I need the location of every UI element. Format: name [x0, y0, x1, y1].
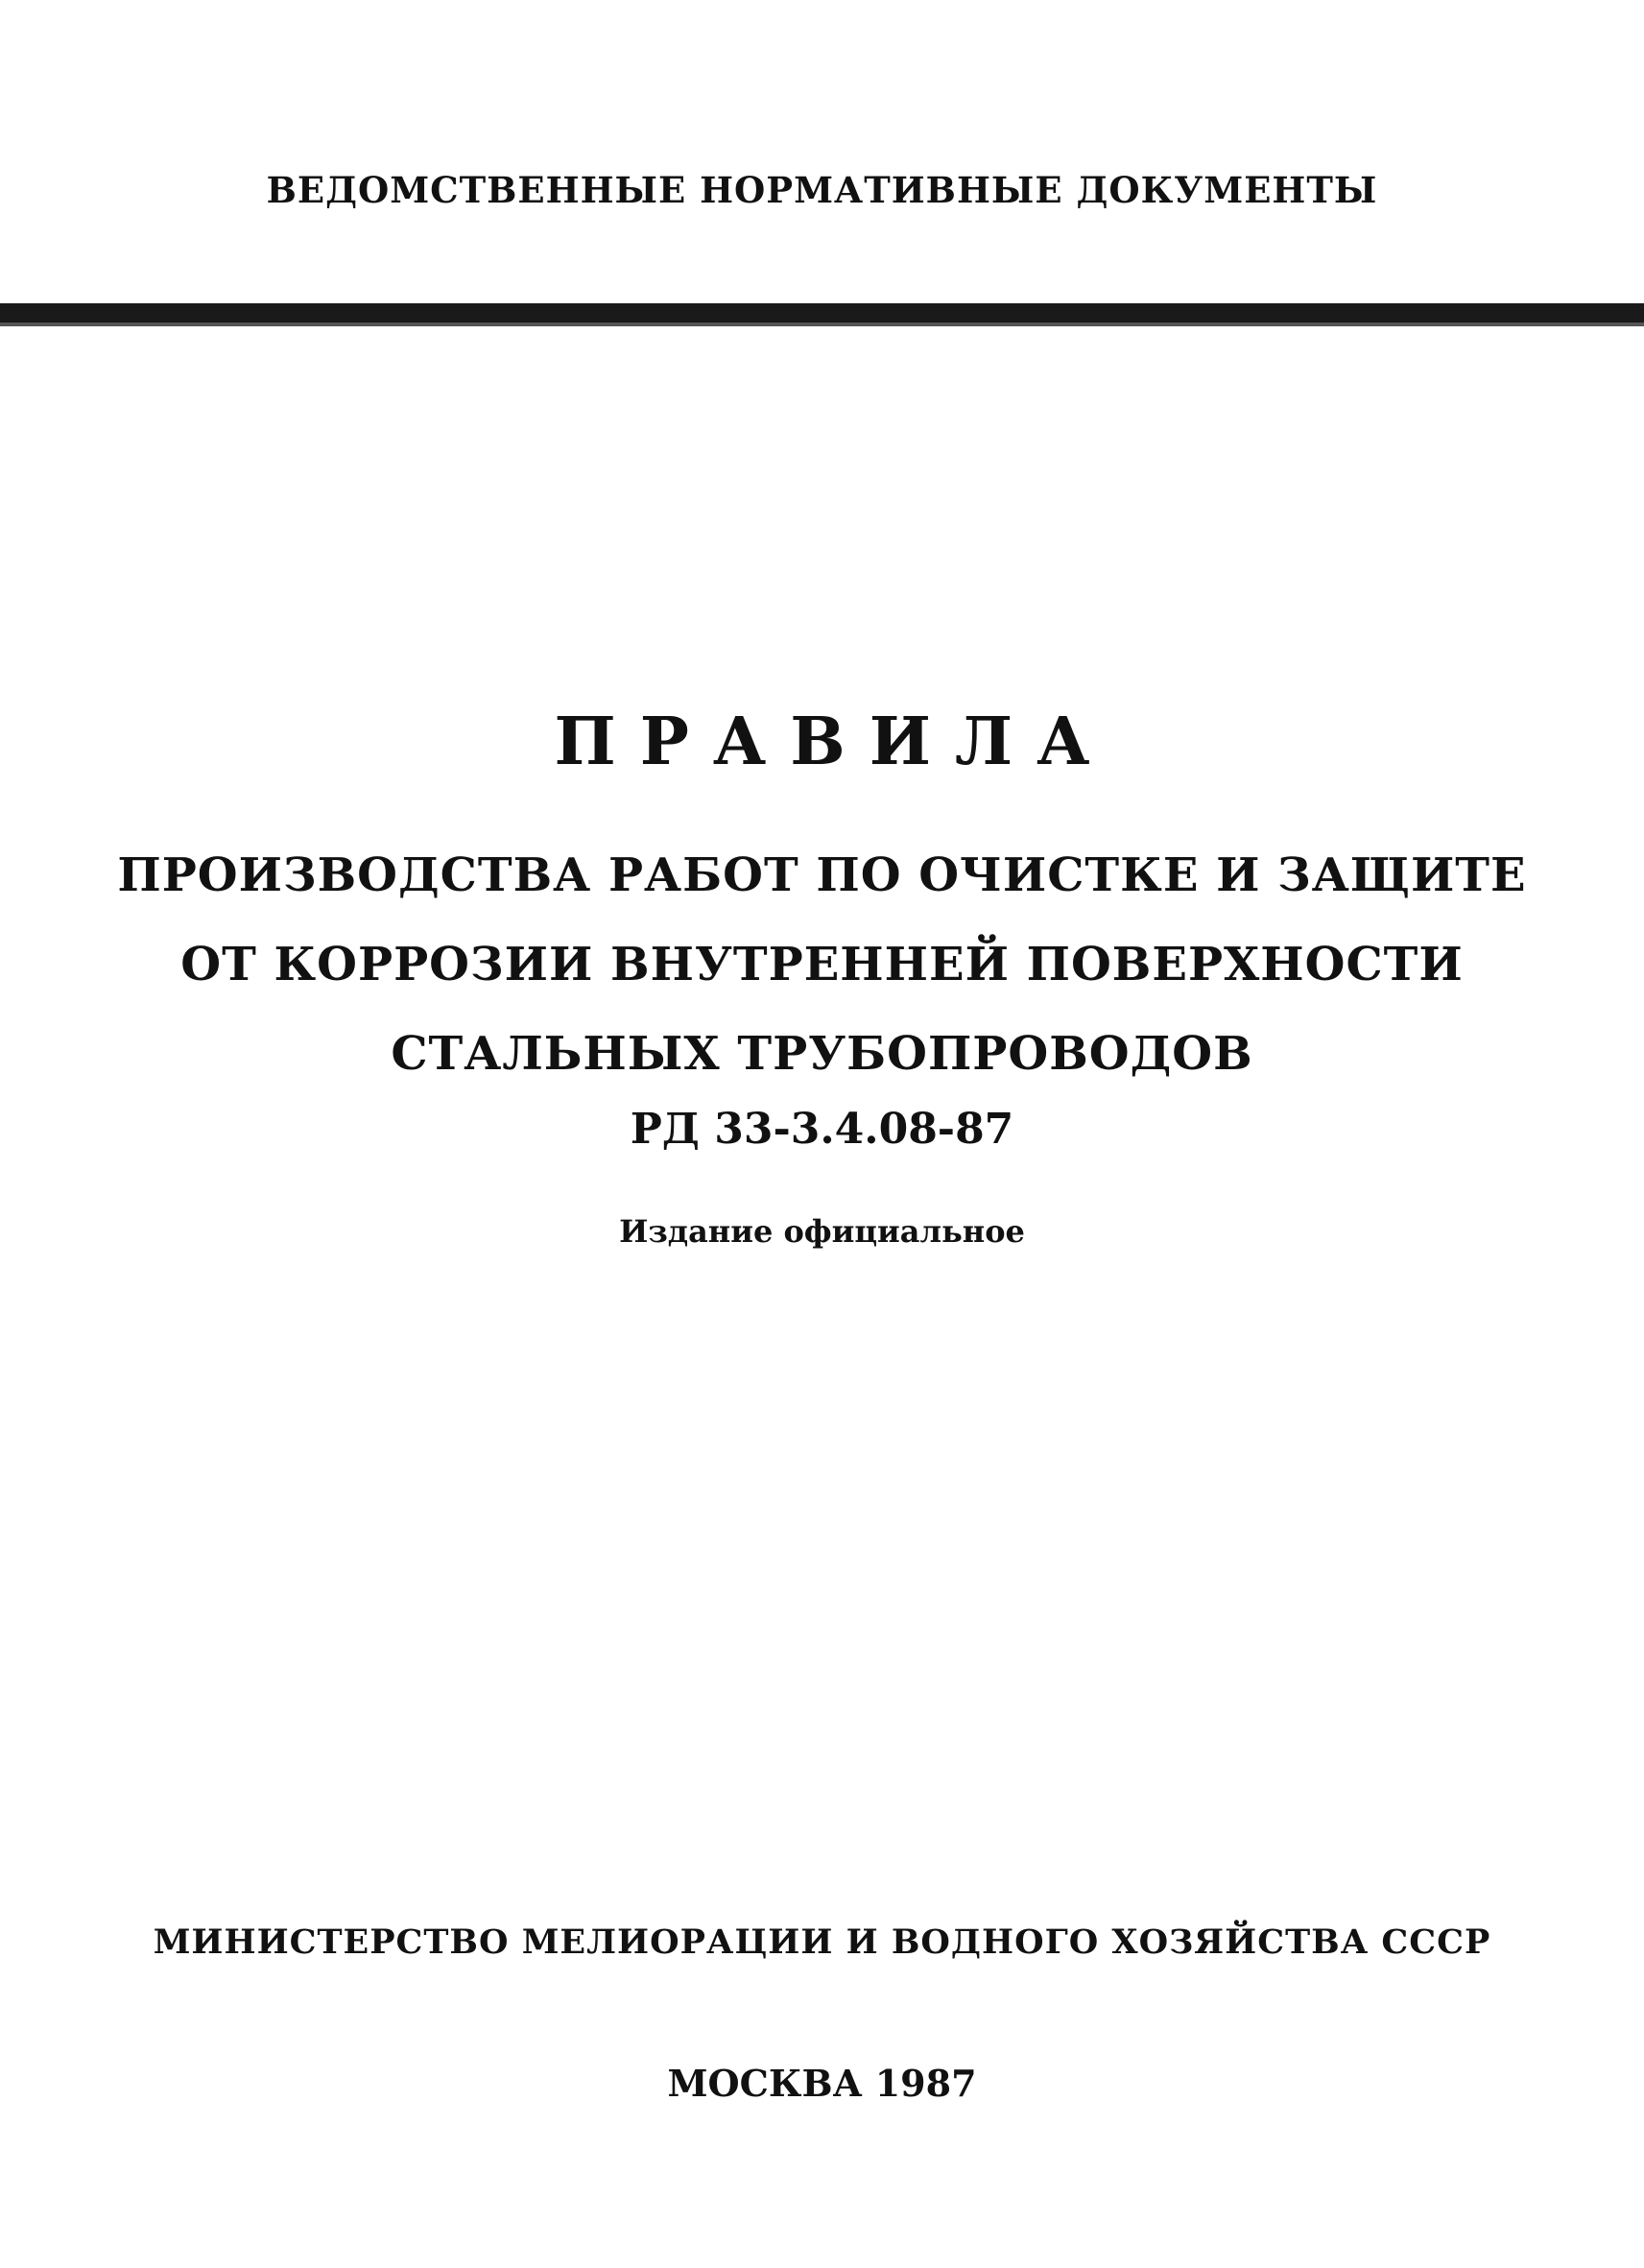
title-line: СТАЛЬНЫХ ТРУБОПРОВОДОВ [391, 1027, 1253, 1081]
series-header: ВЕДОМСТВЕННЫЕ НОРМАТИВНЫЕ ДОКУМЕНТЫ [266, 169, 1378, 211]
title-line: ОТ КОРРОЗИИ ВНУТРЕННЕЙ ПОВЕРХНОСТИ [180, 938, 1464, 991]
title-line: ПРОИЗВОДСТВА РАБОТ ПО ОЧИСТКЕ И ЗАЩИТЕ [117, 848, 1527, 902]
edition-label: Издание официальное [619, 1213, 1025, 1250]
document-type: ПРАВИЛА [554, 704, 1114, 780]
header-divider [0, 303, 1644, 326]
publisher: МИНИСТЕРСТВО МЕЛИОРАЦИИ И ВОДНОГО ХОЗЯЙСТВА СССР [153, 1922, 1491, 1962]
document-code: РД 33-3.4.08-87 [630, 1105, 1014, 1154]
imprint-city-year: МОСКВА 1987 [667, 2062, 977, 2105]
document-title [0, 831, 1644, 1099]
